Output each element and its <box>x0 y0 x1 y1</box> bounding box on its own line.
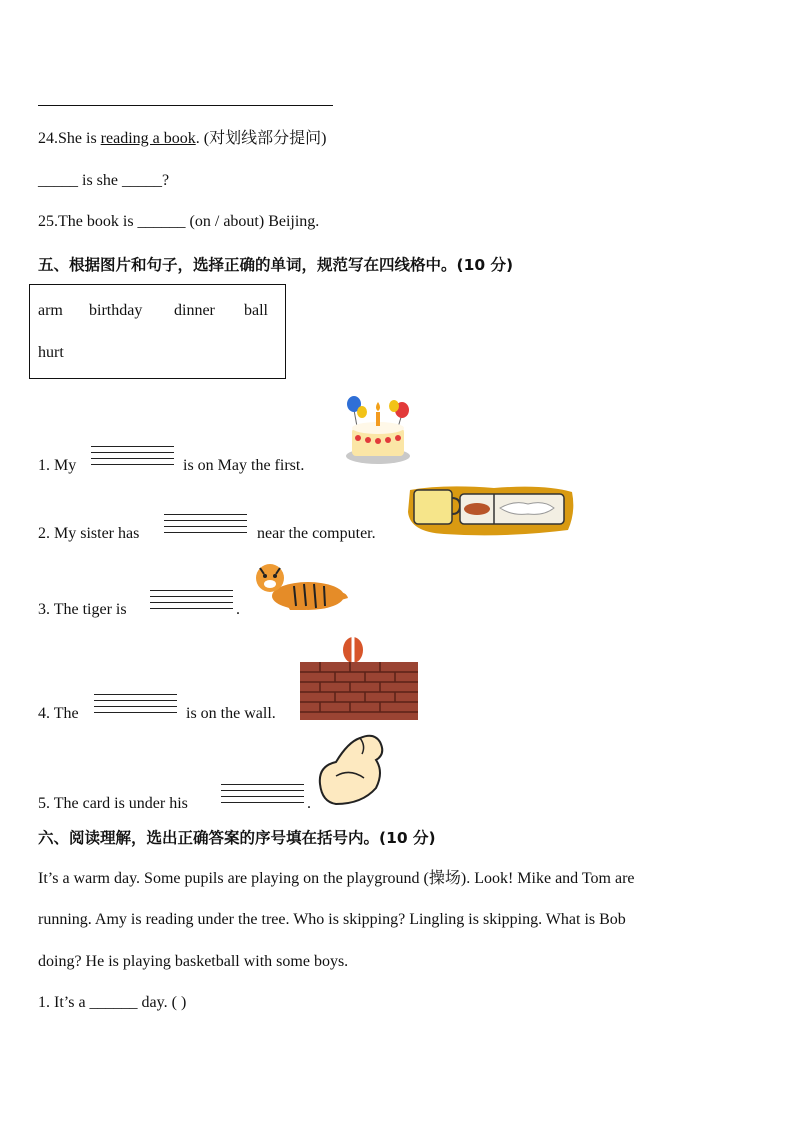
four-line-grid[interactable] <box>150 590 233 610</box>
four-line-grid[interactable] <box>94 694 177 714</box>
item-5-before: 5. The card is under his <box>38 795 188 812</box>
four-line-grid[interactable] <box>221 784 304 804</box>
question-25: 25.The book is ______ (on / about) Beijing. <box>38 213 320 230</box>
word-bank-word: hurt <box>38 344 64 361</box>
four-line-grid[interactable] <box>164 514 247 534</box>
ball-on-wall-icon <box>300 636 418 720</box>
section-5-heading: 五、根据图片和句子，选择正确的单词，规范写在四线格中。(10 分) <box>38 256 514 274</box>
item-1-before: 1. My <box>38 457 77 474</box>
word-bank-box <box>29 284 286 379</box>
word-bank-word: dinner <box>174 302 215 319</box>
q24-prefix: 24.She is <box>38 130 101 147</box>
q24-suffix: . (对划线部分提问) <box>195 130 327 147</box>
word-bank-word: arm <box>38 302 63 319</box>
section-6-heading: 六、阅读理解，选出正确答案的序号填在括号内。(10 分) <box>38 829 436 847</box>
dinner-tray-icon <box>404 482 576 538</box>
q24-underlined: reading a book <box>100 130 196 147</box>
item-3-after: . <box>236 601 240 618</box>
flexed-arm-icon <box>314 732 394 810</box>
tiger-icon <box>250 556 352 616</box>
item-2-before: 2. My sister has <box>38 525 140 542</box>
item-3-before: 3. The tiger is <box>38 601 127 618</box>
word-bank-word: birthday <box>89 302 143 319</box>
item-4-before: 4. The <box>38 705 79 722</box>
passage-line: It’s a warm day. Some pupils are playing on the playground (操场). Look! Mike and Tom are <box>38 870 635 887</box>
question-24 <box>38 129 326 149</box>
answer-rule <box>38 105 333 106</box>
four-line-grid[interactable] <box>91 446 174 466</box>
item-2-after: near the computer. <box>257 525 376 542</box>
word-bank-word: ball <box>244 302 268 319</box>
question-1: 1. It’s a ______ day. ( ) <box>38 994 187 1011</box>
passage-line: running. Amy is reading under the tree. Who is skipping? Lingling is skipping. What is Bob <box>38 911 626 928</box>
item-1-after: is on May the first. <box>183 457 305 474</box>
q24-answer-line: _____ is she _____? <box>38 172 170 189</box>
item-4-after: is on the wall. <box>186 705 276 722</box>
item-5-after: . <box>307 795 311 812</box>
passage-line: doing? He is playing basketball with some boys. <box>38 953 349 970</box>
birthday-cake-icon <box>338 390 418 466</box>
